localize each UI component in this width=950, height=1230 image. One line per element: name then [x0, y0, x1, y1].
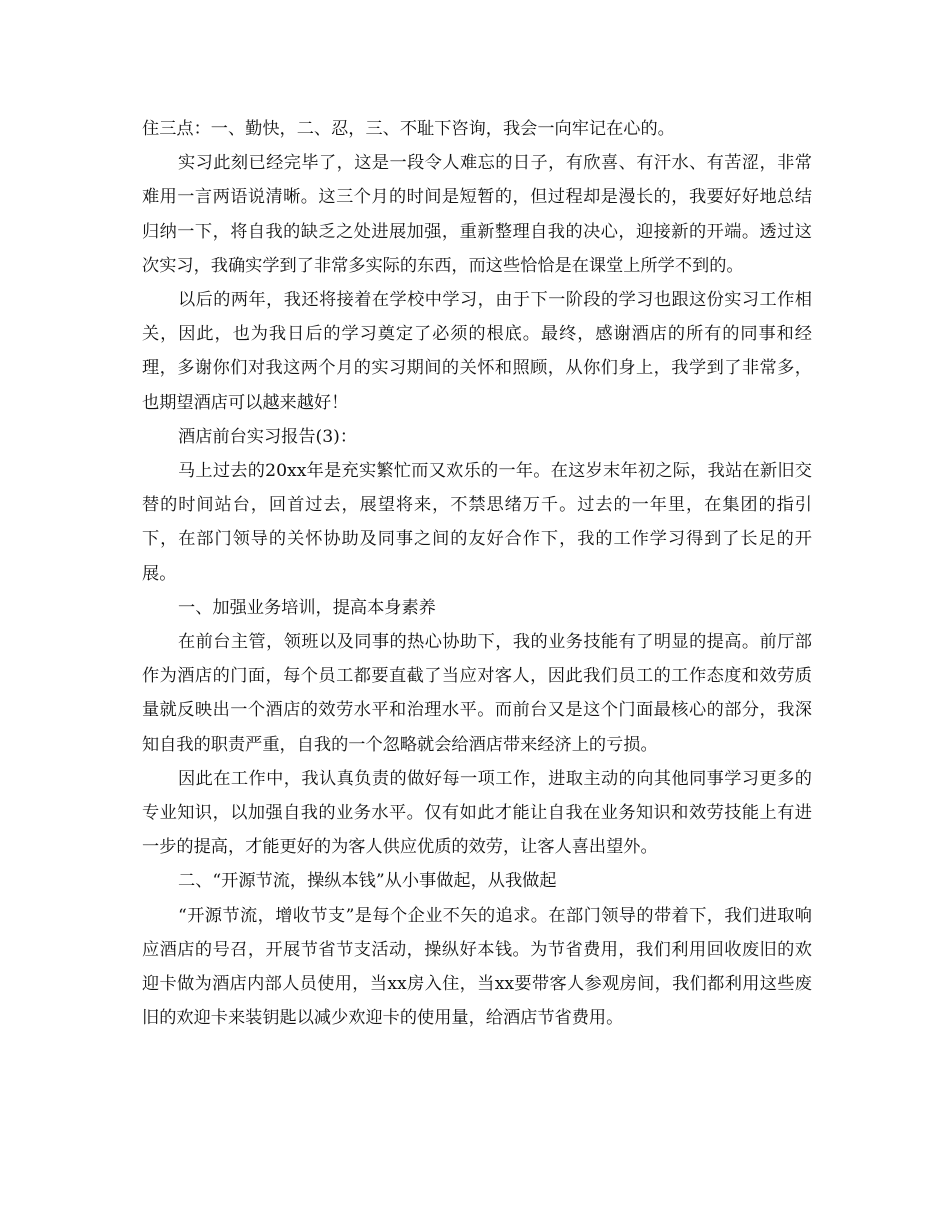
paragraph-1: 住三点：一、勤快，二、忍，三、不耻下咨询，我会一向牢记在心的。: [142, 119, 675, 139]
paragraph-8: 因此在工作中，我认真负责的做好每一项工作，进取主动的向其他同事学习更多的专业知识，以加强自我的业务水平。仅有如此才能让自我在业务知识和效劳技能上有进一步的提高，才能更好的为客人供应优质的效劳，让客人喜出望外。: [142, 768, 812, 858]
paragraph-2: 实习此刻已经完毕了，这是一段令人难忘的日子，有欣喜、有汗水、有苦涩，非常难用一言两语说清晰。这三个月的时间是短暂的，但过程却是漫长的，我要好好地总结归纳一下，将自我的缺乏之处进展加强，重新整理自我的决心，迎接新的开端。透过这次实习，我确实学到了非常多实际的东西，而这些恰恰是在课堂上所学不到的。: [142, 153, 812, 276]
paragraph-5: 马上过去的20xx年是充实繁忙而又欢乐的一年。在这岁末年初之际，我站在新旧交替的时间站台，回首过去，展望将来，不禁思绪万千。过去的一年里，在集团的指引下，在部门领导的关怀协助及同事之间的友好合作下，我的工作学习得到了长足的开展。: [142, 461, 812, 584]
paragraph-3: 以后的两年，我还将接着在学校中学习，由于下一阶段的学习也跟这份实习工作相关，因此，也为我日后的学习奠定了必须的根底。最终，感谢酒店的所有的同事和经理，多谢你们对我这两个月的实习期间的关怀和照顾，从你们身上，我学到了非常多，也期望酒店可以越来越好！: [142, 290, 812, 413]
section-heading-1: 一、加强业务培训，提高本身素养: [178, 597, 436, 618]
paragraph-7: 在前台主管，领班以及同事的热心协助下，我的业务技能有了明显的提高。前厅部作为酒店的门面，每个员工都要直截了当应对客人，因此我们员工的工作态度和效劳质量就反映出一个酒店的效劳水平和治理水平。而前台又是这个门面最核心的部分，我深知自我的职责严重，自我的一个忽略就会给酒店带来经济上的亏损。: [142, 632, 812, 755]
section-heading-2: 二、“开源节流，操纵本钱”从小事做起，从我做起: [178, 871, 557, 892]
paragraph-10: “开源节流，增收节支”是每个企业不矢的追求。在部门领导的带着下，我们进取响应酒店的号召，开展节省节支活动，操纵好本钱。为节省费用，我们利用回收废旧的欢迎卡做为酒店内部人员使用，当xx房入住，当xx要带客人参观房间，我们都利用这些废旧的欢迎卡来装钥匙以减少欢迎卡的使用量，给酒店节省费用。: [142, 905, 812, 1029]
document-body: [142, 112, 812, 1035]
section-heading-report-3: 酒店前台实习报告(3)：: [178, 426, 358, 447]
